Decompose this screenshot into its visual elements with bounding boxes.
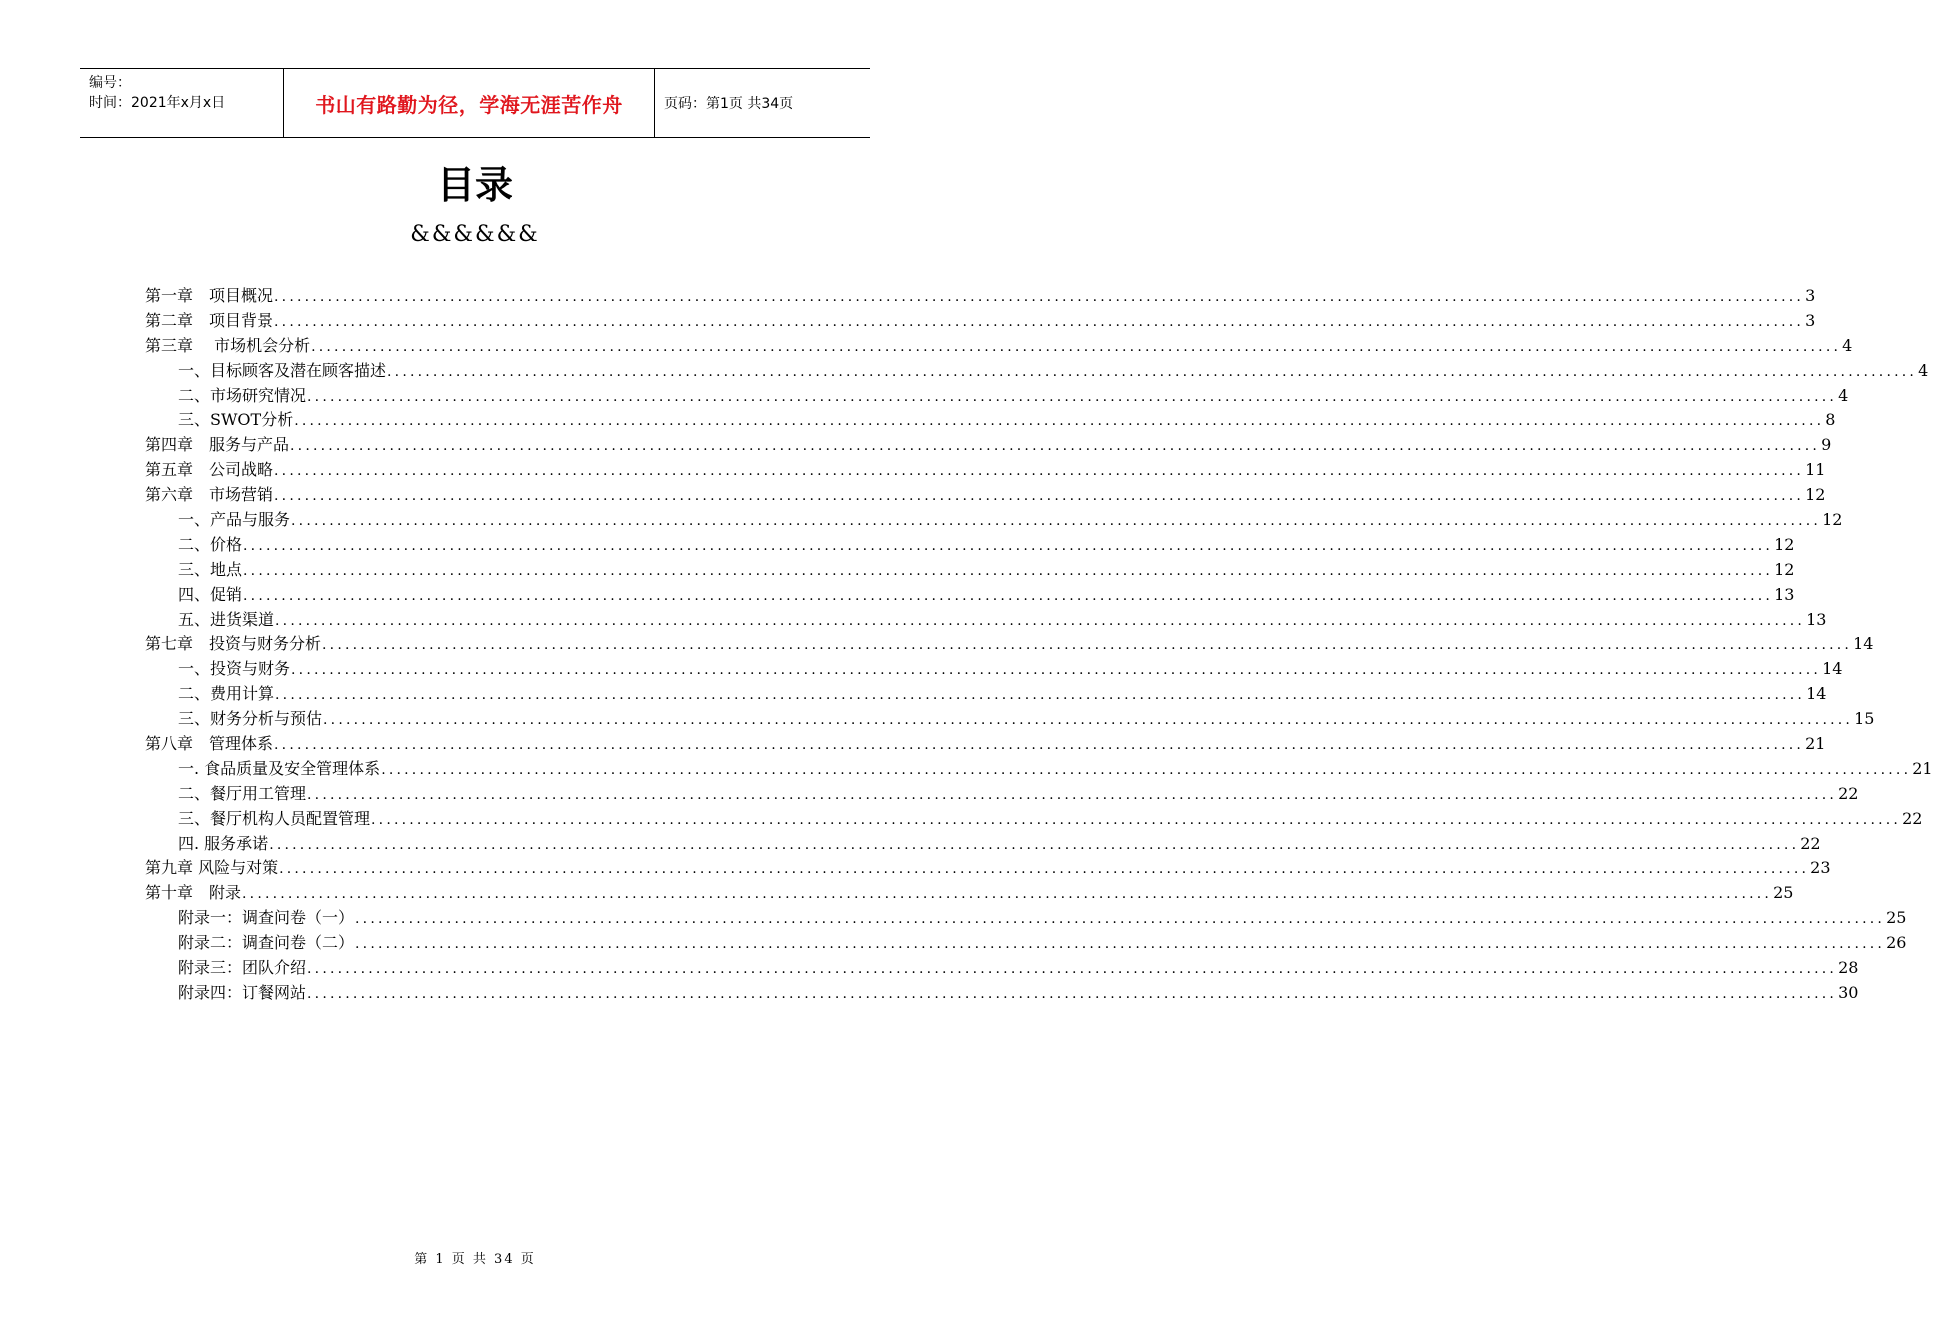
toc-entry-label: 附录一：调查问卷（一） <box>178 908 355 928</box>
toc-entry[interactable] <box>145 608 1827 633</box>
toc-dot-leader: ........................................................................................................................................................................................................ <box>274 737 1805 754</box>
toc-entry-label: 三、财务分析与预估 <box>178 709 323 729</box>
toc-entry[interactable] <box>145 433 1832 458</box>
header-motto: 书山有路勤为径，学海无涯苦作舟 <box>283 69 655 137</box>
toc-entry-label: 二、市场研究情况 <box>178 385 307 405</box>
toc-entry-label: 二、费用计算 <box>178 684 275 704</box>
toc-entry[interactable] <box>145 284 1816 309</box>
toc-entry[interactable] <box>145 782 1859 807</box>
toc-dot-leader: ........................................................................................................................................................................................................ <box>291 662 1822 679</box>
toc-entry-label: 一、目标顾客及潜在顾客描述 <box>178 360 387 380</box>
toc-entry-page: 13 <box>1774 584 1795 604</box>
toc-entry-page: 3 <box>1805 286 1816 305</box>
toc-entry[interactable] <box>145 707 1875 732</box>
toc-entry-page: 14 <box>1806 684 1827 704</box>
toc-dot-leader: ........................................................................................................................................................................................................ <box>291 513 1822 530</box>
toc-dot-leader: ........................................................................................................................................................................................................ <box>279 861 1810 878</box>
toc-entry-label: 一. 食品质量及安全管理体系 <box>178 758 381 778</box>
toc-entry-page: 25 <box>1886 908 1907 928</box>
page-title: 目录 <box>436 163 513 207</box>
toc-entry-page: 21 <box>1805 734 1826 754</box>
toc-dot-leader: ........................................................................................................................................................................................................ <box>275 687 1806 704</box>
toc-dot-leader: ........................................................................................................................................................................................................ <box>274 289 1805 305</box>
toc-entry[interactable] <box>145 981 1859 1006</box>
toc-dot-leader: ........................................................................................................................................................................................................ <box>311 338 1842 355</box>
toc-dot-leader: ........................................................................................................................................................................................................ <box>242 886 1773 903</box>
toc-dot-leader: ........................................................................................................................................................................................................ <box>269 836 1800 853</box>
toc-entry[interactable] <box>145 657 1843 682</box>
toc-entry[interactable] <box>145 881 1794 906</box>
toc-entry-label: 五、进货渠道 <box>178 609 275 629</box>
toc-entry-label: 第三章 市场机会分析 <box>145 335 311 355</box>
toc-dot-leader: ........................................................................................................................................................................................................ <box>290 438 1821 455</box>
toc-entry-label: 第八章 管理体系 <box>145 734 274 754</box>
toc-dot-leader: ........................................................................................................................................................................................................ <box>322 637 1853 654</box>
toc-dot-leader: ........................................................................................................................................................................................................ <box>274 313 1805 330</box>
toc-entry[interactable] <box>145 682 1827 707</box>
toc-entry-page: 12 <box>1805 485 1826 505</box>
toc-entry[interactable] <box>145 558 1795 583</box>
page-header <box>80 68 870 138</box>
toc-entry-label: 第七章 投资与财务分析 <box>145 634 322 654</box>
toc-entry-page: 25 <box>1773 883 1794 903</box>
toc-entry[interactable] <box>145 632 1874 657</box>
toc-dot-leader: ........................................................................................................................................................................................................ <box>243 562 1774 579</box>
toc-entry[interactable] <box>145 384 1849 409</box>
toc-entry-label: 三、餐厅机构人员配置管理 <box>178 808 371 828</box>
toc-entry-label: 第一章 项目概况 <box>145 286 274 305</box>
toc-entry-page: 12 <box>1774 534 1795 554</box>
toc-entry-page: 23 <box>1810 858 1831 878</box>
toc-entry-label: 二、价格 <box>178 534 243 554</box>
toc-entry-label: 第五章 公司战略 <box>145 460 274 480</box>
toc-entry[interactable] <box>145 856 1831 881</box>
toc-entry-page: 30 <box>1838 982 1859 1002</box>
header-meta <box>80 69 283 137</box>
document-time-label: 时间：2021年x月x日 <box>89 95 226 111</box>
toc-entry-page: 4 <box>1842 335 1853 355</box>
toc-dot-leader: ........................................................................................................................................................................................................ <box>307 985 1838 1002</box>
toc-entry-page: 28 <box>1838 958 1859 978</box>
toc-dot-leader: ........................................................................................................................................................................................................ <box>307 786 1838 803</box>
toc-entry-page: 8 <box>1825 410 1836 430</box>
document-number-label: 编号： <box>89 75 131 91</box>
table-of-contents <box>145 284 1933 1006</box>
toc-entry-page: 22 <box>1902 808 1923 828</box>
toc-entry-label: 第九章 风险与对策 <box>145 858 279 878</box>
toc-entry-page: 22 <box>1838 783 1859 803</box>
toc-dot-leader: ........................................................................................................................................................................................................ <box>294 413 1825 430</box>
toc-dot-leader: ........................................................................................................................................................................................................ <box>307 388 1838 405</box>
toc-entry-page: 26 <box>1886 933 1907 953</box>
toc-entry-label: 附录三：团队介绍 <box>178 958 307 978</box>
toc-entry-page: 14 <box>1853 634 1874 654</box>
toc-entry-label: 第二章 项目背景 <box>145 310 274 330</box>
toc-entry[interactable] <box>145 583 1795 608</box>
toc-entry[interactable] <box>145 309 1816 334</box>
toc-entry-label: 附录四：订餐网站 <box>178 982 307 1002</box>
toc-entry-label: 四、促销 <box>178 584 243 604</box>
toc-entry[interactable] <box>145 408 1836 433</box>
toc-dot-leader: ........................................................................................................................................................................................................ <box>243 587 1774 604</box>
toc-entry-page: 11 <box>1805 460 1826 480</box>
toc-entry-label: 第十章 附录 <box>145 883 242 903</box>
toc-entry[interactable] <box>145 956 1859 981</box>
toc-entry-label: 一、投资与财务 <box>178 659 291 679</box>
toc-entry-page: 14 <box>1822 659 1843 679</box>
toc-dot-leader: ........................................................................................................................................................................................................ <box>355 911 1886 928</box>
toc-entry[interactable] <box>145 757 1933 782</box>
toc-dot-leader: ........................................................................................................................................................................................................ <box>275 612 1806 629</box>
toc-entry[interactable] <box>145 807 1923 832</box>
toc-entry[interactable] <box>145 359 1929 384</box>
toc-entry-label: 附录二：调查问卷（二） <box>178 933 355 953</box>
toc-dot-leader: ........................................................................................................................................................................................................ <box>323 712 1854 729</box>
toc-entry[interactable] <box>145 508 1843 533</box>
toc-entry-label: 四. 服务承诺 <box>178 833 269 853</box>
toc-entry-page: 12 <box>1774 559 1795 579</box>
toc-entry-page: 9 <box>1821 435 1832 455</box>
toc-dot-leader: ........................................................................................................................................................................................................ <box>381 761 1912 778</box>
toc-entry-page: 4 <box>1918 360 1929 380</box>
toc-dot-leader: ........................................................................................................................................................................................................ <box>355 936 1886 953</box>
toc-dot-leader: ........................................................................................................................................................................................................ <box>274 463 1805 480</box>
toc-entry-label: 三、地点 <box>178 559 243 579</box>
toc-entry[interactable] <box>145 458 1826 483</box>
toc-dot-leader: ........................................................................................................................................................................................................ <box>371 811 1902 828</box>
toc-entry-label: 第六章 市场营销 <box>145 485 274 505</box>
toc-entry[interactable] <box>145 906 1907 931</box>
toc-entry-label: 二、餐厅用工管理 <box>178 783 307 803</box>
toc-entry[interactable] <box>145 334 1853 359</box>
toc-entry-page: 22 <box>1800 833 1821 853</box>
toc-dot-leader: ........................................................................................................................................................................................................ <box>307 961 1838 978</box>
toc-entry-page: 3 <box>1805 310 1816 330</box>
toc-entry-label: 三、SWOT分析 <box>178 410 294 430</box>
toc-entry-page: 15 <box>1854 709 1875 729</box>
toc-entry[interactable] <box>145 931 1907 956</box>
toc-dot-leader: ........................................................................................................................................................................................................ <box>243 537 1774 554</box>
toc-entry[interactable] <box>145 832 1821 857</box>
toc-entry-page: 13 <box>1806 609 1827 629</box>
toc-entry[interactable] <box>145 483 1826 508</box>
toc-entry-page: 12 <box>1822 510 1843 530</box>
toc-dot-leader: ........................................................................................................................................................................................................ <box>274 488 1805 505</box>
toc-entry-label: 第四章 服务与产品 <box>145 435 290 455</box>
header-page-info: 页码：第1页 共34页 <box>664 96 794 112</box>
page-subtitle: &&&&&& <box>410 222 540 247</box>
toc-entry-label: 一、产品与服务 <box>178 510 291 530</box>
toc-entry[interactable] <box>145 533 1795 558</box>
page-footer: 第 1 页 共 34 页 <box>414 1252 536 1267</box>
toc-entry-page: 4 <box>1838 385 1849 405</box>
toc-entry-page: 21 <box>1912 758 1933 778</box>
toc-dot-leader: ........................................................................................................................................................................................................ <box>387 363 1918 380</box>
toc-entry[interactable] <box>145 732 1826 757</box>
